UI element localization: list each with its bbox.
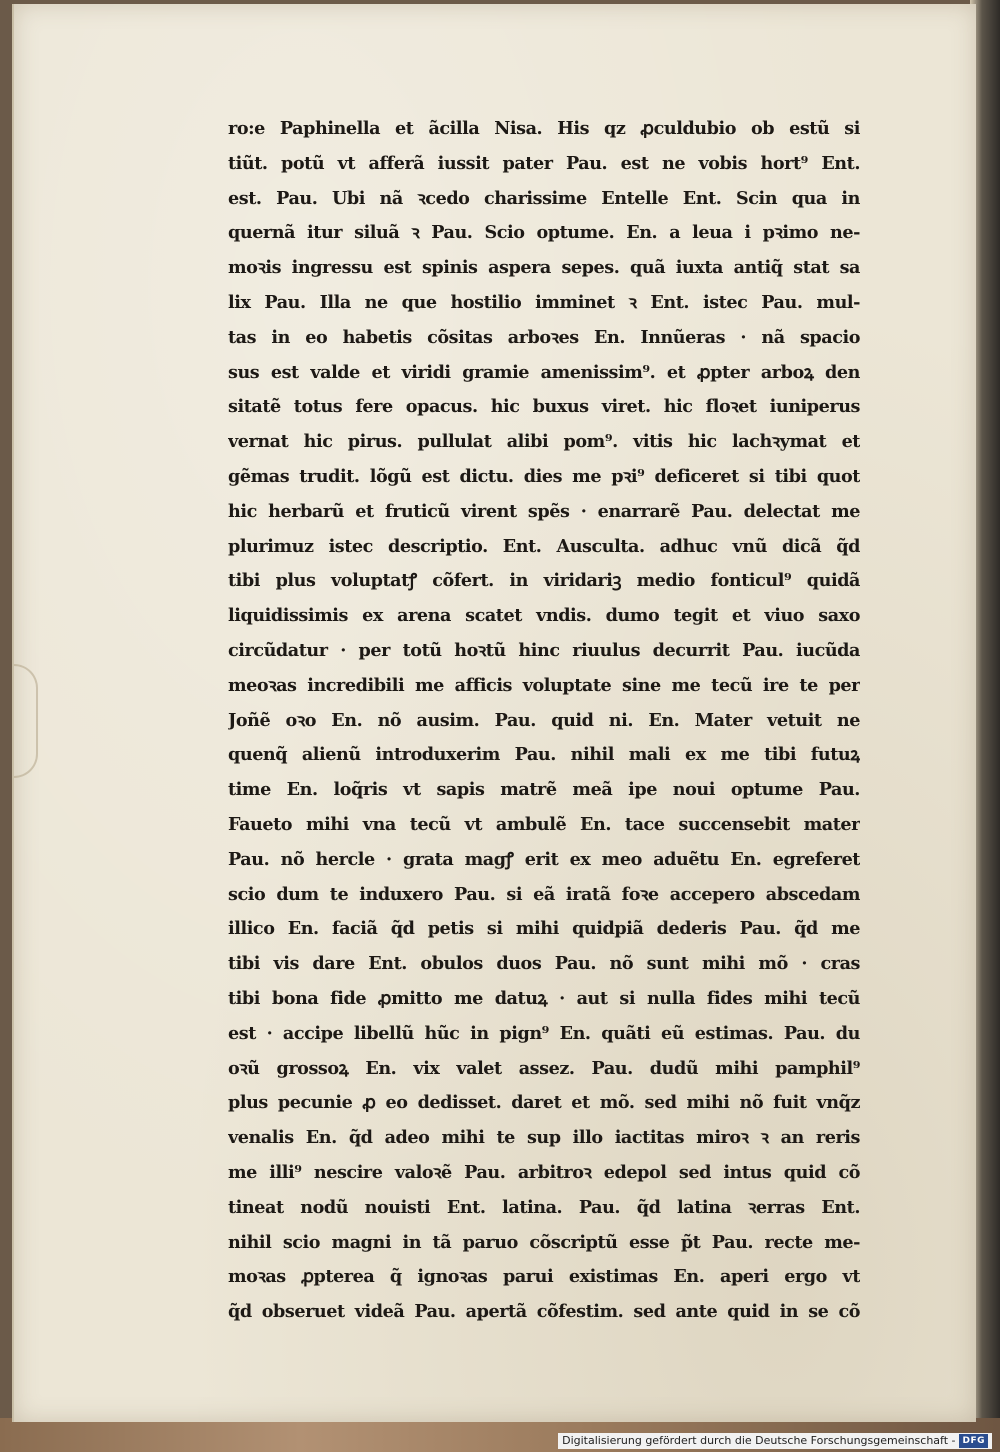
text-line: tineat nodũ nouisti Ent. latina. Pau. q̃d latina ꝛerras Ent. [228,1196,860,1218]
text-line: scio dum te induxero Pau. si eã iratã foꝛe accepero abscedam [228,883,860,905]
text-line: vernat hic pirus. pullulat alibi pom⁹. vitis hic lachꝛymat et [228,431,860,453]
dfg-logo: DFG [959,1434,988,1448]
text-line: moꝛas ꝓpterea q̃ ignoꝛas parui existimas En. aperi ergo vt [228,1266,860,1288]
text-line: est. Pau. Ubi nã ꝛcedo charissime Entelle Ent. Scin qua in [228,187,860,209]
text-line: sus est valde et viridi gramie amenissim⁹. et ꝓpter arboꝝ den [228,361,860,383]
text-line: ro:e Paphinella et ãcilla Nisa. His qz ꝓculdubio ob estũ si [228,118,860,139]
text-line: plurimuz istec descriptio. Ent. Ausculta. adhuc vnũ dicã q̃d [228,535,860,557]
page-edge-mark [14,664,38,778]
text-line: Joñẽ oꝛo En. nõ ausim. Pau. quid ni. En. Mater vetuit ne [228,709,860,731]
text-line: moꝛis ingressu est spinis aspera sepes. quã iuxta antiq̃ stat sa [228,257,860,279]
text-line: sitatẽ totus fere opacus. hic buxus viret. hic floꝛet iuniperus [228,396,860,418]
text-line: tibi plus voluptatꝭ cõfert. in viridariꝫ medio fonticul⁹ quidã [228,570,860,592]
text-line: Pau. nõ hercle · grata magꝭ erit ex meo aduẽtu En. egreferet [228,848,860,870]
text-line: time En. loq̃ris vt sapis matrẽ meã ipe noui optume Pau. [228,779,860,801]
text-line: liquidissimis ex arena scatet vndis. dumo tegit et viuo saxo [228,605,860,627]
text-line: gẽmas trudit. lõgũ est dictu. dies me pꝛi⁹ deficeret si tibi quot [228,465,860,487]
text-line: circũdatur · per totũ hoꝛtũ hinc riuulus decurrit Pau. iucũda [228,639,860,661]
text-line: tas in eo habetis cõsitas arboꝛes En. Innũeras · nã spacio [228,326,860,348]
text-line: q̃d obseruet videã Pau. apertã cõfestim. sed ante quid in se cõ [228,1301,860,1323]
text-line: venalis En. q̃d adeo mihi te sup illo iactitas miroꝛ ꝛ an reris [228,1127,860,1149]
credit-text: Digitalisierung gefördert durch die Deutsche Forschungsgemeinschaft - [562,1434,956,1447]
text-line: nihil scio magni in tã paruo cõscriptũ esse p̃t Pau. recte me- [228,1231,860,1253]
text-line: quernã itur siluã ꝛ Pau. Scio optume. En. a leua i pꝛimo ne- [228,222,860,244]
text-block [228,112,860,1330]
text-line: tibi bona fide ꝓmitto me datuꝝ · aut si nulla fides mihi tecũ [228,987,860,1009]
text-line: quenq̃ alienũ introduxerim Pau. nihil mali ex me tibi futuꝝ [228,744,860,766]
text-line: meoꝛas incredibili me afficis voluptate sine me tecũ ire te per [228,674,860,696]
text-line: tibi vis dare Ent. obulos duos Pau. nõ sunt mihi mõ · cras [228,953,860,975]
text-line: hic herbarũ et fruticũ virent spẽs · enarrarẽ Pau. delectat me [228,500,860,522]
text-line: est · accipe libellũ hũc in pign⁹ En. quãti eũ estimas. Pau. du [228,1022,860,1044]
text-line: lix Pau. Illa ne que hostilio imminet ꝛ Ent. istec Pau. mul- [228,291,860,313]
text-line: plus pecunie ꝓ eo dedisset. daret et mõ. sed mihi nõ fuit vnq̃z [228,1092,860,1114]
text-line: me illi⁹ nescire valoꝛẽ Pau. arbitroꝛ edepol sed intus quid cõ [228,1161,860,1183]
text-line: oꝛũ grossoꝝ En. vix valet assez. Pau. dudũ mihi pamphil⁹ [228,1057,860,1079]
text-line: illico En. faciã q̃d petis si mihi quidpiã dederis Pau. q̃d me [228,918,860,940]
text-line: Faueto mihi vna tecũ vt ambulẽ En. tace succensebit mater [228,813,860,835]
digitization-credit [558,1433,992,1449]
text-line: tiũt. potũ vt afferã iussit pater Pau. est ne vobis hort⁹ Ent. [228,152,860,174]
